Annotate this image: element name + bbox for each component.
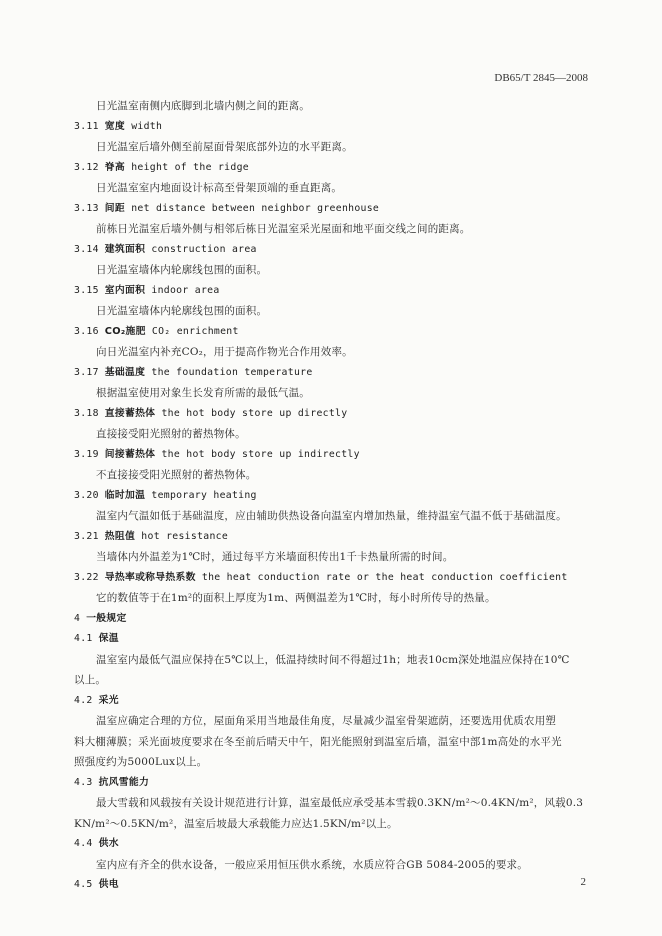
paragraph-line: 当墙体内外温差为1℃时，通过每平方米墙面积传出1千卡热量所需的时间。 (96, 551, 454, 563)
section-title: 宽度 (104, 120, 125, 132)
paragraph-line: 温室内气温如低于基础温度，应由辅助供热设备向温室内增加热量，维持温室气温不低于基础温度。 (96, 510, 567, 522)
paragraph-continuation: 照强度约为5000Lux以上。 (74, 756, 208, 768)
paragraph-continuation: KN/m²～0.5KN/m²，温室后坡最大承载能力应达1.5KN/m²以上。 (74, 817, 398, 830)
page-number: 2 (580, 876, 586, 888)
section-title: 间接蓄热体 (104, 448, 156, 460)
paragraph-line: 室内应有齐全的供水设备，一般应采用恒压供水系统，水质应符合GB 5084-2005的要求。 (96, 858, 528, 871)
paragraph-line: 不直接接受阳光照射的蓄热物体。 (96, 469, 257, 481)
section-heading (74, 609, 604, 630)
section-title: 热阻值 (104, 530, 136, 542)
section-title: 供水 (98, 838, 119, 849)
section-number: 4.2 (74, 694, 93, 706)
section-english-title: the heat conduction rate or the heat conduction coefficient (201, 571, 568, 583)
section-number: 3.15 (74, 284, 99, 296)
section-heading (74, 834, 604, 855)
section-title: 间距 (104, 202, 125, 214)
section-heading (74, 629, 604, 650)
section-title: 临时加温 (104, 489, 146, 501)
section-title: 直接蓄热体 (104, 407, 156, 419)
section-title: 脊高 (104, 161, 125, 173)
section-title: 采光 (98, 694, 119, 706)
section-number: 3.17 (74, 366, 99, 378)
section-number: 3.12 (74, 161, 99, 173)
section-title: 建筑面积 (104, 243, 146, 255)
paragraph-line: 温室应确定合理的方位，屋面角采用当地最佳角度，尽量减少温室骨架遮荫，还要选用优质农用塑 (96, 715, 557, 727)
section-number: 4.5 (74, 879, 93, 890)
section-english-title: CO₂ enrichment (151, 325, 239, 337)
section-number: 3.18 (74, 407, 99, 419)
section-title: 保温 (98, 633, 119, 644)
section-number: 3.19 (74, 448, 99, 460)
section-number: 3.20 (74, 489, 99, 501)
paragraph-line: 日光温室墙体内轮廓线包围的面积。 (96, 264, 268, 276)
section-english-title: construction area (151, 243, 257, 255)
paragraph-continuation: 以上。 (74, 674, 107, 686)
section-english-title: hot resistance (141, 530, 229, 542)
section-title: 导热率或称导热系数 (104, 571, 196, 583)
section-english-title: indoor area (151, 284, 220, 296)
section-title: 一般规定 (86, 612, 127, 624)
section-heading (74, 486, 604, 507)
section-title: 基础温度 (104, 366, 146, 378)
section-number: 4.1 (74, 633, 93, 644)
section-heading (74, 117, 604, 138)
section-number: 3.22 (74, 571, 99, 583)
paragraph-line: 前栋日光温室后墙外侧与相邻后栋日光温室采光屋面和地平面交线之间的距离。 (96, 223, 471, 235)
section-number: 4 (74, 612, 81, 624)
paragraph-line: 根据温室使用对象生长发育所需的最低气温。 (96, 387, 310, 399)
paragraph-line: 最大雪载和风载按有关设计规范进行计算，温室最低应承受基本雪载0.3KN/m²～0.4KN/m²，风载0.3 (96, 797, 584, 809)
section-english-title: width (131, 120, 163, 132)
section-number: 4.4 (74, 838, 93, 849)
section-heading (74, 322, 604, 343)
paragraph-line: 温室室内最低气温应保持在5℃以上，低温持续时间不得超过1h；地表10cm深处地温应保持在10℃ (96, 653, 570, 666)
section-heading (74, 404, 604, 425)
section-english-title: temporary heating (151, 489, 257, 501)
paragraph-line: 它的数值等于在1m²的面积上厚度为1m、两侧温差为1℃时，每小时所传导的热量。 (96, 592, 496, 604)
document-body (74, 96, 604, 896)
paragraph-continuation: 料大棚薄膜；采光面坡度要求在冬至前后晴天中午，阳光能照射到温室后墙，温室中部1m高处的水平光 (74, 735, 562, 748)
section-heading (74, 158, 604, 179)
paragraph-line: 日光温室室内地面设计标高至骨架顶端的垂直距离。 (96, 182, 343, 194)
section-heading (74, 281, 604, 302)
section-heading (74, 363, 604, 384)
section-title: 抗风雪能力 (98, 776, 150, 788)
section-heading (74, 568, 604, 589)
section-number: 4.3 (74, 776, 93, 788)
section-number: 3.16 (74, 325, 99, 337)
section-number: 3.14 (74, 243, 99, 255)
section-heading (74, 875, 604, 896)
section-number: 3.21 (74, 530, 99, 542)
section-number: 3.11 (74, 120, 99, 132)
section-title: 供电 (98, 879, 119, 890)
section-english-title: the foundation temperature (151, 366, 313, 378)
section-title: CO₂施肥 (104, 325, 146, 337)
section-heading (74, 240, 604, 261)
section-heading (74, 527, 604, 548)
paragraph-line: 直接接受阳光照射的蓄热物体。 (96, 428, 246, 440)
paragraph-line: 日光温室墙体内轮廓线包围的面积。 (96, 305, 268, 317)
section-english-title: the hot body store up indirectly (161, 448, 360, 460)
paragraph-line: 日光温室后墙外侧至前屋面骨架底部外边的水平距离。 (96, 141, 353, 153)
paragraph-line: 向日光温室内补充CO₂，用于提高作物光合作用效率。 (96, 346, 353, 358)
section-heading (74, 773, 604, 794)
section-heading (74, 199, 604, 220)
section-title: 室内面积 (104, 284, 146, 296)
section-english-title: the hot body store up directly (161, 407, 348, 419)
paragraph-line: 日光温室南侧内底脚到北墙内侧之间的距离。 (96, 100, 310, 112)
section-english-title: net distance between neighbor greenhouse (131, 202, 380, 214)
section-english-title: height of the ridge (131, 161, 249, 173)
section-heading (74, 445, 604, 466)
section-number: 3.13 (74, 202, 99, 214)
section-heading (74, 691, 604, 712)
document-code: DB65/T 2845—2008 (494, 72, 588, 84)
